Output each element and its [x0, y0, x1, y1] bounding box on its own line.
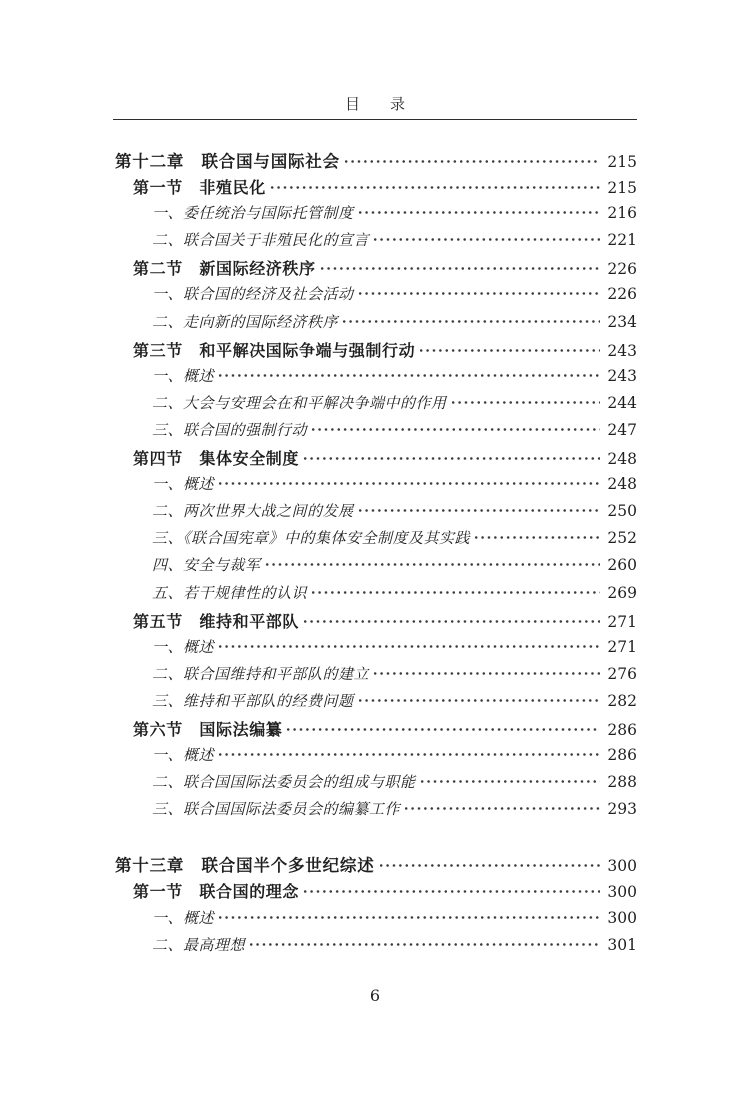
toc-list	[115, 148, 637, 961]
toc-entry	[115, 392, 637, 419]
toc-entry	[115, 202, 637, 229]
toc-entry-page: 300	[607, 908, 637, 927]
page-number: 6	[369, 986, 381, 1005]
toc-entry	[115, 527, 637, 554]
page-header	[0, 93, 750, 114]
toc-entry-label: 一、概述	[152, 366, 215, 385]
dot-leader	[343, 156, 601, 167]
dot-leader	[372, 234, 600, 245]
toc-entry-page: 271	[607, 637, 637, 656]
toc-entry	[115, 175, 637, 202]
header-title: 目 录	[344, 95, 405, 113]
dot-leader	[372, 668, 600, 679]
dot-leader	[403, 803, 600, 814]
toc-entry	[115, 582, 637, 609]
toc-entry-page: 221	[607, 231, 637, 250]
dot-leader	[419, 776, 601, 787]
toc-entry	[115, 852, 637, 879]
dot-leader	[310, 424, 600, 435]
toc-entry	[115, 500, 637, 527]
header-rule	[113, 119, 637, 120]
toc-entry-label: 三、联合国的强制行动	[152, 420, 308, 439]
toc-entry-label: 三、《联合国宪章》中的集体安全制度及其实践	[152, 529, 471, 548]
dot-leader	[357, 695, 601, 706]
dot-leader	[450, 397, 601, 408]
toc-entry-page: 250	[607, 502, 637, 521]
dot-leader	[418, 345, 600, 356]
toc-entry	[115, 879, 637, 906]
toc-entry-page: 248	[607, 450, 637, 469]
toc-entry-page: 244	[607, 393, 637, 412]
dot-leader	[341, 316, 600, 327]
toc-entry	[115, 419, 637, 446]
toc-entry	[115, 907, 637, 934]
dot-leader	[264, 559, 601, 570]
dot-leader	[357, 207, 601, 218]
toc-entry-page: 215	[607, 153, 637, 171]
toc-entry	[115, 554, 637, 581]
toc-entry-page: 288	[607, 773, 637, 792]
dot-leader	[302, 453, 600, 464]
toc-entry-label: 第三节 和平解决国际争端与强制行动	[133, 340, 416, 360]
toc-entry-page: 226	[607, 285, 637, 304]
toc-entry-label: 四、安全与裁军	[152, 556, 261, 575]
toc-entry-page: 243	[607, 341, 637, 360]
dot-leader	[217, 912, 600, 923]
toc-entry	[115, 338, 637, 365]
toc-entry-label: 二、大会与安理会在和平解决争端中的作用	[152, 393, 447, 412]
toc-entry-label: 一、联合国的经济及社会活动	[152, 285, 354, 304]
toc-entry-page: 234	[607, 312, 637, 331]
toc-entry	[115, 771, 637, 798]
dot-leader	[310, 587, 600, 598]
toc-entry-page: 248	[607, 475, 637, 494]
toc-entry-label: 二、联合国维持和平部队的建立	[152, 664, 370, 683]
toc-entry-label: 二、走向新的国际经济秩序	[152, 312, 339, 331]
toc-entry-label: 三、维持和平部队的经费问题	[152, 691, 354, 710]
toc-entry-page: 226	[607, 260, 637, 279]
dot-leader	[217, 749, 600, 760]
toc-entry	[115, 636, 637, 663]
toc-entry-label: 二、联合国关于非殖民化的宣言	[152, 231, 370, 250]
dot-leader	[319, 263, 601, 274]
dot-leader	[248, 939, 600, 950]
toc-entry-page: 293	[607, 800, 637, 819]
toc-entry	[115, 365, 637, 392]
toc-entry-page: 286	[607, 746, 637, 765]
toc-entry	[115, 717, 637, 744]
toc-entry-label: 二、联合国国际法委员会的组成与职能	[152, 773, 416, 792]
toc-entry	[115, 934, 637, 961]
toc-entry-label: 一、概述	[152, 637, 215, 656]
toc-entry-page: 282	[607, 691, 637, 710]
toc-entry-page: 216	[607, 204, 637, 223]
toc-entry-label: 第二节 新国际经济秩序	[133, 259, 316, 279]
toc-entry-page: 300	[607, 883, 637, 902]
toc-entry	[115, 798, 637, 825]
dot-leader	[473, 532, 600, 543]
dot-leader	[217, 478, 600, 489]
dot-leader	[269, 182, 601, 193]
dot-leader	[302, 616, 600, 627]
dot-leader	[357, 288, 601, 299]
toc-entry	[115, 473, 637, 500]
toc-entry-label: 二、两次世界大战之间的发展	[152, 502, 354, 521]
toc-entry-page: 301	[607, 935, 637, 954]
toc-entry	[115, 609, 637, 636]
dot-leader	[217, 641, 600, 652]
toc-entry-page: 276	[607, 664, 637, 683]
toc-entry-page: 286	[607, 720, 637, 739]
dot-leader	[217, 370, 600, 381]
toc-entry-label: 三、联合国国际法委员会的编纂工作	[152, 800, 401, 819]
dot-leader	[285, 724, 600, 735]
toc-entry-label: 一、概述	[152, 908, 215, 927]
dot-leader	[378, 860, 601, 871]
toc-entry	[115, 283, 637, 310]
toc-entry-page: 243	[607, 366, 637, 385]
toc-entry-label: 第一节 联合国的理念	[133, 882, 300, 902]
toc-entry	[115, 229, 637, 256]
toc-entry	[115, 744, 637, 771]
toc-entry	[115, 311, 637, 338]
toc-entry-page: 269	[607, 583, 637, 602]
toc-entry-page: 260	[607, 556, 637, 575]
toc-entry-label: 一、概述	[152, 746, 215, 765]
toc-entry-label: 第六节 国际法编纂	[133, 719, 283, 739]
toc-entry-label: 五、若干规律性的认识	[152, 583, 308, 602]
toc-entry-label: 第十三章 联合国半个多世纪综述	[115, 856, 375, 876]
dot-leader	[357, 505, 601, 516]
toc-entry-label: 第四节 集体安全制度	[133, 449, 300, 469]
toc-entry-page: 271	[607, 612, 637, 631]
toc-entry-page: 252	[607, 529, 637, 548]
toc-entry	[115, 663, 637, 690]
toc-entry	[115, 446, 637, 473]
toc-entry-label: 第五节 维持和平部队	[133, 611, 300, 631]
toc-entry	[115, 690, 637, 717]
toc-entry-label: 二、最高理想	[152, 935, 246, 954]
toc-entry-label: 第十二章 联合国与国际社会	[115, 152, 340, 171]
toc-entry-page: 300	[607, 857, 637, 876]
dot-leader	[302, 886, 600, 897]
toc-entry-page: 215	[607, 179, 637, 198]
toc-entry-label: 一、委任统治与国际托管制度	[152, 204, 354, 223]
toc-entry-label: 第一节 非殖民化	[133, 178, 266, 198]
toc-entry-label: 一、概述	[152, 475, 215, 494]
toc-entry-page: 247	[607, 420, 637, 439]
toc-entry	[115, 148, 637, 175]
toc-entry	[115, 256, 637, 283]
